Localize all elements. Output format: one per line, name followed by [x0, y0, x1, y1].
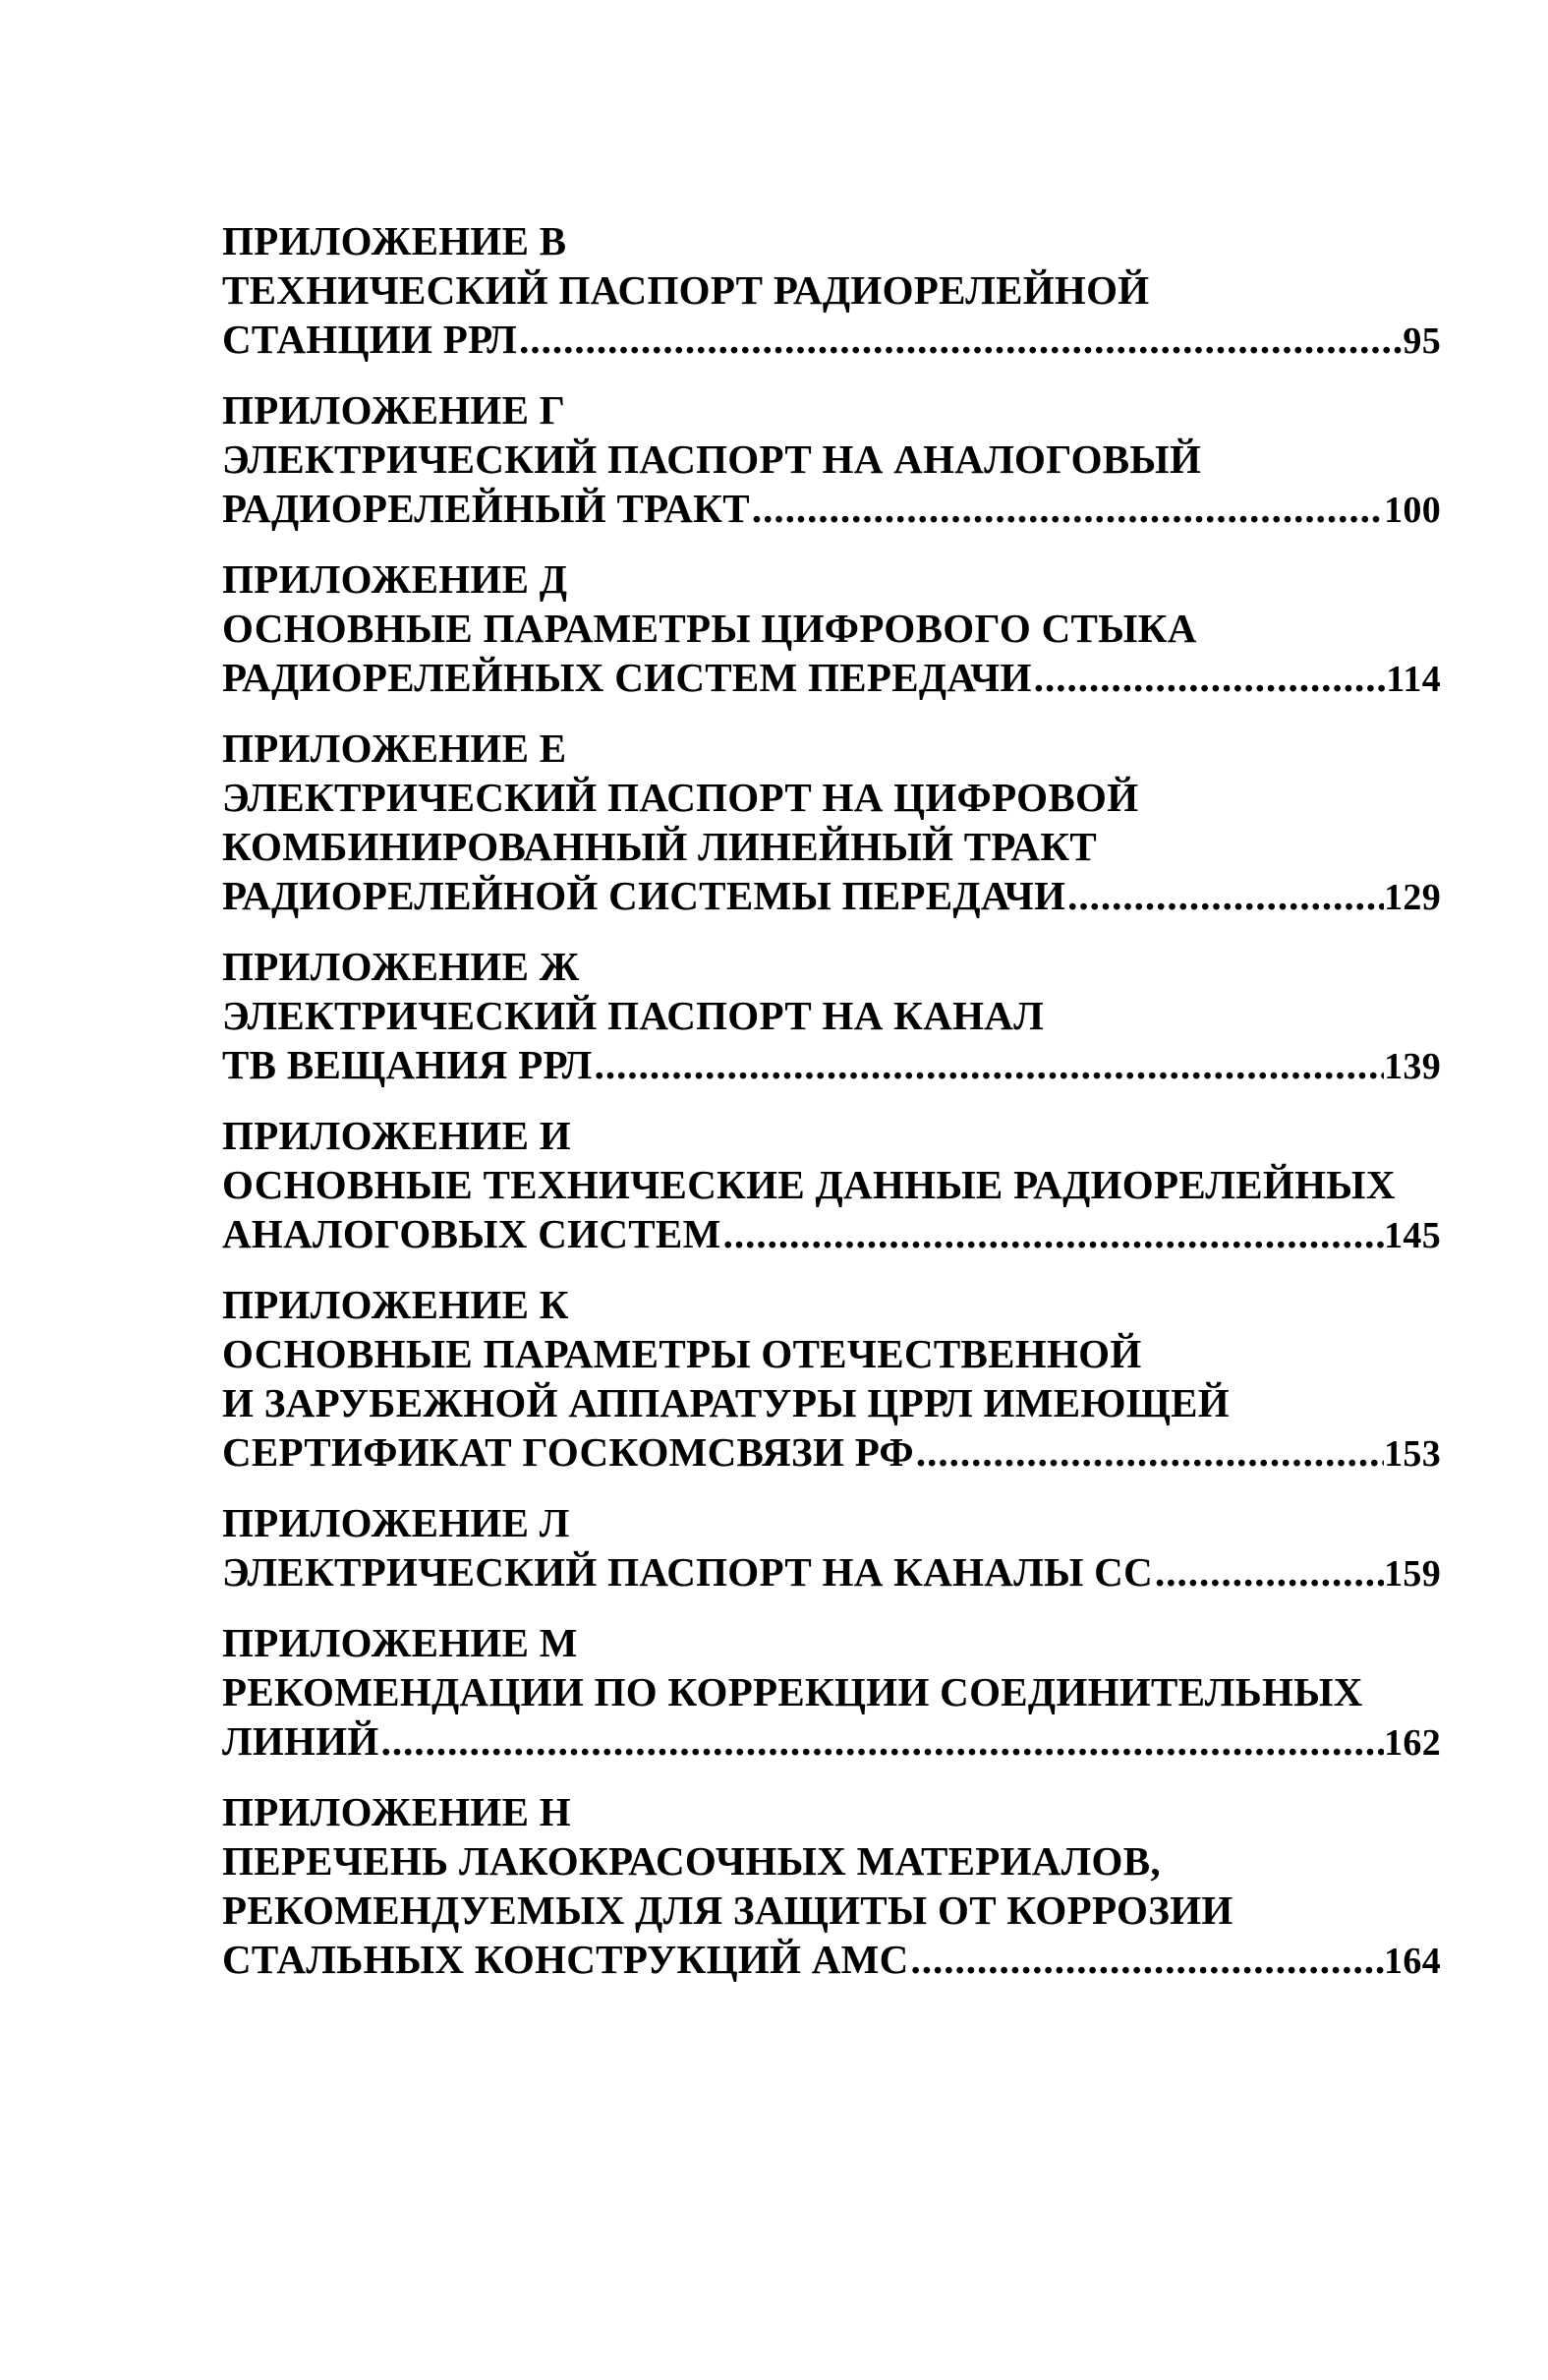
entry-title-line: ЭЛЕКТРИЧЕСКИЙ ПАСПОРТ НА КАНАЛ: [222, 993, 1045, 1038]
dot-leader: [909, 1935, 1385, 1984]
appendix-heading: ПРИЛОЖЕНИЕ Ж: [222, 944, 580, 989]
page-number: 114: [1386, 659, 1441, 700]
entry-title-end: СТАНЦИИ РРЛ: [222, 317, 518, 362]
dot-leader: [517, 315, 1403, 364]
dot-leader: [379, 1716, 1384, 1766]
table-of-contents: [222, 216, 1441, 2005]
toc-entry-l: [222, 1498, 1441, 1598]
entry-final-line: [222, 653, 1441, 704]
toc-entry-d: [222, 554, 1441, 704]
page-number: 162: [1384, 1722, 1441, 1764]
toc-entry-n: [222, 1787, 1441, 1986]
page-number: 159: [1384, 1553, 1441, 1595]
appendix-heading: ПРИЛОЖЕНИЕ В: [222, 218, 567, 263]
page-number: 139: [1384, 1046, 1441, 1087]
page-number: 95: [1403, 320, 1441, 362]
entry-title-line: РЕКОМЕНДУЕМЫХ ДЛЯ ЗАЩИТЫ ОТ КОРРОЗИИ: [222, 1887, 1233, 1933]
entry-final-line: [222, 1427, 1441, 1479]
toc-entry-k: [222, 1280, 1441, 1479]
entry-title-line: ОСНОВНЫЕ ТЕХНИЧЕСКИЕ ДАННЫЕ РАДИОРЕЛЕЙНЫХ: [222, 1162, 1396, 1207]
entry-final-line: [222, 1935, 1441, 1986]
toc-entry-m: [222, 1618, 1441, 1768]
entry-title-line: ОСНОВНЫЕ ПАРАМЕТРЫ ОТЕЧЕСТВЕННОЙ: [222, 1331, 1142, 1376]
entry-final-line: [222, 315, 1441, 366]
page-number: 153: [1384, 1433, 1441, 1475]
page-number: 164: [1384, 1941, 1441, 1982]
toc-entry-e: [222, 724, 1441, 922]
entry-title-end: РАДИОРЕЛЕЙНОЙ СИСТЕМЫ ПЕРЕДАЧИ: [222, 873, 1066, 918]
dot-leader: [593, 1040, 1384, 1089]
appendix-heading: ПРИЛОЖЕНИЕ М: [222, 1620, 578, 1665]
entry-title-end: РАДИОРЕЛЕЙНЫХ СИСТЕМ ПЕРЕДАЧИ: [222, 655, 1032, 700]
page-number: 129: [1384, 877, 1441, 918]
entry-final-line: [222, 484, 1441, 535]
dot-leader: [914, 1427, 1384, 1477]
entry-final-line: [222, 1209, 1441, 1260]
appendix-heading: ПРИЛОЖЕНИЕ И: [222, 1113, 572, 1158]
entry-title-line: КОМБИНИРОВАННЫЙ ЛИНЕЙНЫЙ ТРАКТ: [222, 824, 1098, 869]
dot-leader: [1153, 1547, 1384, 1596]
appendix-heading: ПРИЛОЖЕНИЕ Л: [222, 1500, 570, 1545]
toc-entry-zh: [222, 942, 1441, 1091]
entry-title-line: И ЗАРУБЕЖНОЙ АППАРАТУРЫ ЦРРЛ ИМЕЮЩЕЙ: [222, 1380, 1230, 1425]
entry-title-line: ЭЛЕКТРИЧЕСКИЙ ПАСПОРТ НА АНАЛОГОВЫЙ: [222, 436, 1202, 482]
appendix-heading: ПРИЛОЖЕНИЕ Г: [222, 387, 566, 433]
entry-title-line: ОСНОВНЫЕ ПАРАМЕТРЫ ЦИФРОВОГО СТЫКА: [222, 606, 1197, 651]
entry-title-line: ТЕХНИЧЕСКИЙ ПАСПОРТ РАДИОРЕЛЕЙНОЙ: [222, 267, 1150, 313]
appendix-heading: ПРИЛОЖЕНИЕ Е: [222, 726, 567, 771]
entry-final-line: [222, 1716, 1441, 1768]
dot-leader: [1032, 653, 1386, 702]
appendix-heading: ПРИЛОЖЕНИЕ К: [222, 1282, 569, 1327]
toc-entry-v: [222, 216, 1441, 366]
toc-entry-g: [222, 385, 1441, 535]
entry-title-line: ПЕРЕЧЕНЬ ЛАКОКРАСОЧНЫХ МАТЕРИАЛОВ,: [222, 1838, 1161, 1884]
dot-leader: [750, 484, 1384, 533]
toc-entry-i: [222, 1111, 1441, 1260]
dot-leader: [721, 1209, 1385, 1258]
entry-title-end: СТАЛЬНЫХ КОНСТРУКЦИЙ АМС: [222, 1937, 909, 1982]
entry-final-line: [222, 871, 1441, 922]
appendix-heading: ПРИЛОЖЕНИЕ Д: [222, 556, 568, 602]
entry-title-line: РЕКОМЕНДАЦИИ ПО КОРРЕКЦИИ СОЕДИНИТЕЛЬНЫХ: [222, 1669, 1363, 1714]
entry-title-end: ЛИНИЙ: [222, 1718, 379, 1764]
entry-final-line: [222, 1547, 1441, 1598]
entry-title-end: СЕРТИФИКАТ ГОСКОМСВЯЗИ РФ: [222, 1429, 914, 1475]
entry-title-end: ЭЛЕКТРИЧЕСКИЙ ПАСПОРТ НА КАНАЛЫ СС: [222, 1549, 1153, 1595]
dot-leader: [1065, 871, 1384, 920]
entry-title-line: ЭЛЕКТРИЧЕСКИЙ ПАСПОРТ НА ЦИФРОВОЙ: [222, 775, 1139, 820]
entry-title-end: ТВ ВЕЩАНИЯ РРЛ: [222, 1042, 593, 1087]
entry-title-end: АНАЛОГОВЫХ СИСТЕМ: [222, 1211, 721, 1256]
entry-title-end: РАДИОРЕЛЕЙНЫЙ ТРАКТ: [222, 486, 750, 531]
appendix-heading: ПРИЛОЖЕНИЕ Н: [222, 1789, 572, 1834]
page-number: 100: [1384, 490, 1441, 531]
entry-final-line: [222, 1040, 1441, 1091]
page-number: 145: [1384, 1215, 1441, 1256]
